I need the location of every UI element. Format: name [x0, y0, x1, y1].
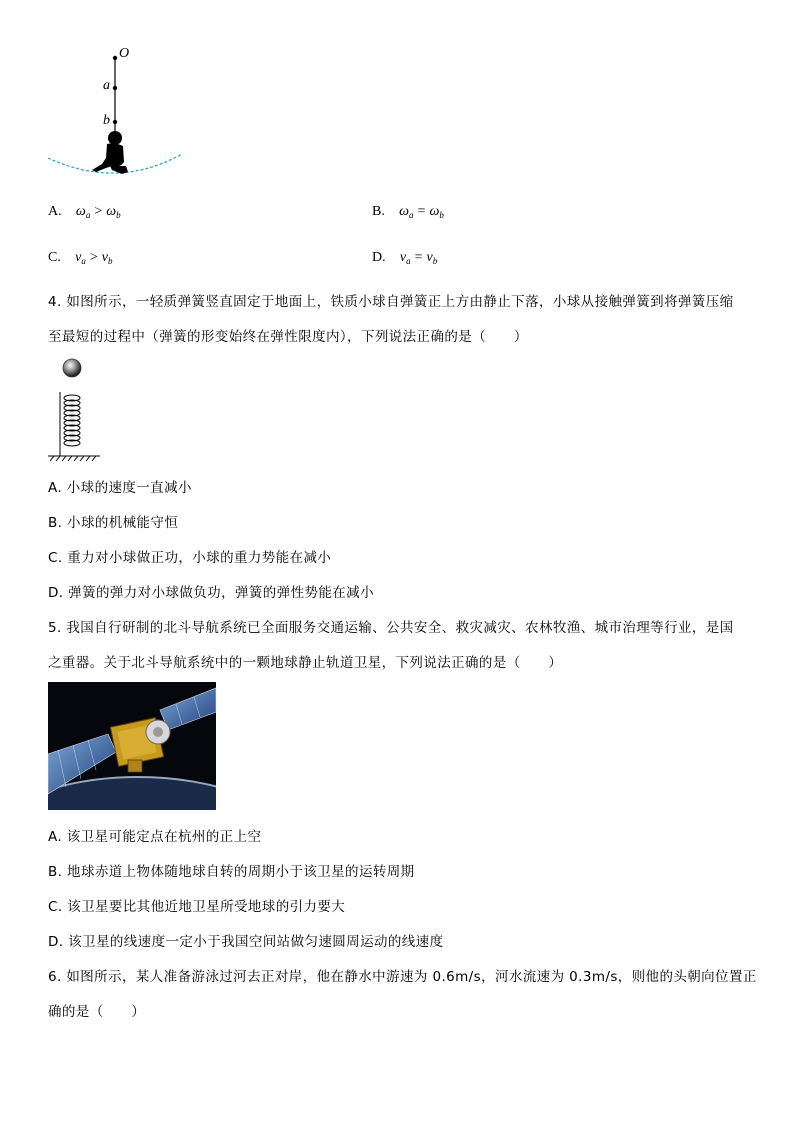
q5-stem-line1: 5. 我国自行研制的北斗导航系统已全面服务交通运输、公共安全、救灾减灾、农林牧渔、城市治理等行业，是国	[48, 620, 734, 636]
q5-option-b[interactable]: B. 地球赤道上物体随地球自转的周期小于该卫星的运转周期	[48, 864, 415, 880]
q4-option-c[interactable]: C. 重力对小球做正功，小球的重力势能在减小	[48, 550, 332, 566]
spring-figure	[46, 354, 106, 464]
label-b: b	[103, 113, 110, 128]
swing-rope	[113, 56, 117, 140]
q6-stem-line1: 6. 如图所示，某人准备游泳过河去正对岸，他在静水中游速为 0.6m/s，河水流速为 0.3m/s，则他的头朝向位置正	[48, 969, 757, 985]
label-a: a	[103, 78, 110, 93]
iron-ball	[63, 359, 81, 377]
satellite-image	[48, 682, 216, 810]
child-silhouette	[92, 131, 128, 174]
q4-option-b[interactable]: B. 小球的机械能守恒	[48, 515, 179, 531]
q4-stem-line1: 4. 如图所示，一轻质弹簧竖直固定于地面上，铁质小球自弹簧正上方由静止下落，小球从接触弹簧到将弹簧压缩	[48, 294, 734, 310]
q3-option-d[interactable]: D. $v_a = v_b$	[372, 250, 438, 266]
q5-option-c[interactable]: C. 该卫星要比其他近地卫星所受地球的引力要大	[48, 899, 346, 915]
swing-figure	[40, 40, 190, 190]
q3-option-c[interactable]: C. $v_a > v_b$	[48, 250, 113, 266]
q6-stem-line2: 确的是（ ）	[48, 1004, 146, 1020]
q5-stem-line2: 之重器。关于北斗导航系统中的一颗地球静止轨道卫星，下列说法正确的是（ ）	[48, 655, 563, 671]
q3-option-b[interactable]: B. $\omega_a = \omega_b$	[372, 204, 444, 220]
q5-option-a[interactable]: A. 该卫星可能定点在杭州的正上空	[48, 829, 262, 845]
label-o: O	[119, 46, 130, 61]
q3-option-a[interactable]: A. $\omega_a > \omega_b$	[48, 204, 121, 220]
q4-option-d[interactable]: D. 弹簧的弹力对小球做负功，弹簧的弹性势能在减小	[48, 585, 374, 601]
ground-hatch	[48, 456, 100, 461]
spring-coil	[64, 395, 80, 446]
q5-option-d[interactable]: D. 该卫星的线速度一定小于我国空间站做匀速圆周运动的线速度	[48, 934, 444, 950]
q4-option-a[interactable]: A. 小球的速度一直减小	[48, 480, 192, 496]
q4-stem-line2: 至最短的过程中（弹簧的形变始终在弹性限度内），下列说法正确的是（ ）	[48, 329, 528, 345]
